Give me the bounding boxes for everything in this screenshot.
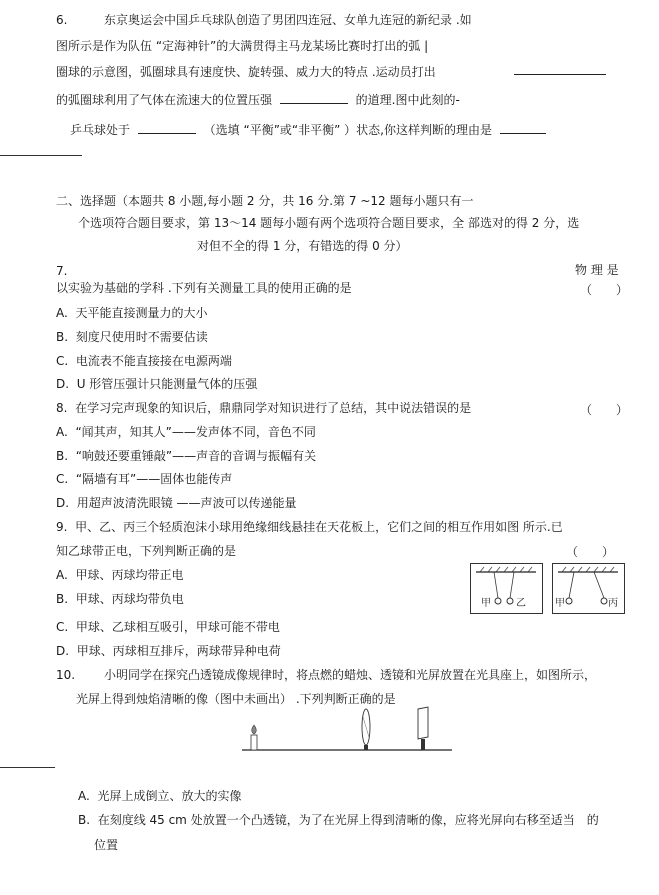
ball-jia-left (495, 598, 501, 604)
q6-line-3: 圈球的示意图，弧圈球具有速度快、旋转强、威力大的特点 .运动员打出 (56, 65, 436, 79)
q6-line-5b: （选填 “平衡”或“非平衡” ）状态,你这样判断的理由是 (203, 123, 492, 137)
candle (251, 725, 257, 750)
lens-holder (364, 745, 368, 750)
thread-right-b (594, 572, 604, 598)
q9-option-a[interactable] (56, 568, 183, 582)
q7-answer-paren[interactable]: （ ） (580, 283, 629, 297)
q6-number: 6. (56, 13, 68, 27)
q6-line-4b: 的道理.图中此刻的- (355, 93, 460, 107)
option-label: D. (56, 644, 70, 658)
q8-stem-line (56, 401, 471, 415)
q8-number: 8. (56, 401, 68, 415)
option-label: B. (56, 330, 69, 344)
option-text: 天平能直接测量力的大小 (75, 306, 208, 320)
option-text: 甲球、丙球相互排斥，两球带异种电荷 (76, 644, 281, 658)
q8-option-d[interactable] (56, 496, 297, 510)
q8-answer-paren[interactable]: （ ） (580, 403, 629, 417)
option-text: “隔墙有耳”——固体也能传声 (75, 472, 233, 486)
option-text: 在刻度线 45 cm 处放置一个凸透镜，为了在光屏上得到清晰的像，应将光屏向右移至适当 的 (97, 813, 599, 827)
section2-line-1: 二、选择题（本题共 8 小题,每小题 2 分，共 16 分.第 7 ~12 题每小题只有一 (56, 194, 474, 208)
q7-option-d[interactable] (56, 377, 257, 391)
option-text: U 形管压强计只能测量气体的压强 (76, 377, 258, 391)
candle-flame-icon (252, 725, 257, 734)
q10-option-a[interactable] (78, 789, 241, 803)
option-text: 用超声波清洗眼镜 ——声波可以传递能量 (76, 496, 297, 510)
label-yi: 乙 (516, 598, 526, 609)
option-label: A. (56, 425, 68, 439)
q6-line-5 (70, 121, 546, 137)
convex-lens (362, 709, 370, 750)
option-label: A. (78, 789, 90, 803)
option-text: 甲球、丙球均带正电 (75, 568, 184, 582)
option-text: 电流表不能直接接在电源两端 (75, 354, 232, 368)
ball-bing (601, 598, 607, 604)
ceiling-hatch (562, 567, 614, 572)
option-label: A. (56, 568, 68, 582)
option-label: B. (78, 813, 91, 827)
q6-line-4a: 的弧圈球利用了气体在流速大的位置压强 (56, 93, 273, 107)
q8-option-c[interactable] (56, 472, 232, 486)
option-label: B. (56, 592, 69, 606)
q9-figure-left (471, 564, 543, 614)
q9-line-1 (56, 520, 563, 534)
q10-number: 10. (56, 668, 76, 682)
q9-option-b[interactable] (56, 592, 184, 606)
option-text: 甲球、丙球均带负电 (75, 592, 184, 606)
q8-stem: 在学习完声现象的知识后，鼎鼎同学对知识进行了总结，其中说法错误的是 (75, 401, 472, 415)
q9-figure (470, 563, 630, 615)
option-text: “响鼓还要重锤敲”——声音的音调与振幅有关 (75, 449, 317, 463)
option-label: C. (56, 620, 69, 634)
thread-left-a (494, 572, 498, 598)
q9-line-1-text: 甲、乙、丙三个轻质泡沫小球用绝缘细线悬挂在天花板上，它们之间的相互作用如图 所示.已 (75, 520, 563, 534)
q9-option-c[interactable] (56, 620, 280, 634)
thread-left-b (510, 572, 514, 598)
q6-line-4 (56, 91, 460, 107)
light-screen (418, 707, 428, 750)
q6-answer-blank-state[interactable] (138, 121, 196, 134)
q6-answer-blank-side[interactable] (514, 62, 606, 75)
q10-option-b[interactable] (78, 813, 599, 827)
ball-yi (507, 598, 513, 604)
q8-option-a[interactable] (56, 425, 316, 439)
q7-option-a[interactable] (56, 306, 207, 320)
q7-number: 7. (56, 264, 68, 278)
q9-number: 9. (56, 520, 68, 534)
section2-line-3: 对但不全的得 1 分，有错选的得 0 分） (197, 239, 408, 253)
q9-figure-right (553, 564, 625, 614)
answer-line-left-2 (0, 767, 55, 768)
q9-answer-paren[interactable]: （ ） (566, 545, 615, 559)
option-label: C. (56, 472, 69, 486)
screen-holder (421, 739, 425, 750)
q8-option-b[interactable] (56, 449, 316, 463)
option-label: A. (56, 306, 68, 320)
q10-line-2: 光屏上得到烛焰清晰的像（图中未画出） .下列判断正确的是 (76, 692, 396, 706)
option-text: 刻度尺使用时不需要估读 (75, 330, 208, 344)
screen-panel (418, 707, 428, 739)
q9-option-d[interactable] (56, 644, 281, 658)
section2-line-2: 个选项符合题目要求，第 13～14 题每小题有两个选项符合题目要求，全 部选对的得 2 分，选 (78, 216, 580, 230)
candle-body (251, 735, 257, 750)
q7-option-c[interactable] (56, 354, 232, 368)
ball-jia-right (566, 598, 572, 604)
q10-line-1: 小明同学在探究凸透镜成像规律时，将点燃的蜡烛、透镜和光屏放置在光具座上，如图所示， (104, 668, 597, 682)
option-text: 光屏上成倒立、放大的实像 (97, 789, 242, 803)
label-jia-left: 甲 (481, 598, 491, 609)
option-label: B. (56, 449, 69, 463)
q7-option-b[interactable] (56, 330, 208, 344)
label-jia-right: 甲 (555, 598, 565, 609)
q6-line-2: 图所示是作为队伍 “定海神针”的大满贯得主马龙某场比赛时打出的弧 | (56, 39, 429, 53)
ceiling-hatch (480, 567, 532, 572)
q7-stem: 以实验为基础的学科 .下列有关测量工具的使用正确的是 (56, 281, 352, 295)
q6-line-5a: 乒乓球处于 (70, 123, 131, 137)
q6-answer-blank-reason[interactable] (500, 121, 546, 134)
q9-line-2: 知乙球带正电，下列判断正确的是 (56, 544, 237, 558)
thread-right-a (569, 572, 574, 598)
label-bing: 丙 (608, 598, 618, 609)
option-text: “闻其声，知其人”——发声体不同，音色不同 (75, 425, 316, 439)
option-text: 甲球、乙球相互吸引，甲球可能不带电 (75, 620, 280, 634)
q7-side-text: 物 理 是 (575, 263, 619, 277)
option-label: C. (56, 354, 69, 368)
option-label: D. (56, 377, 70, 391)
option-label: D. (56, 496, 70, 510)
q10-optical-bench-figure (238, 703, 458, 755)
q10-option-b-continued: 位置 (94, 838, 119, 852)
q6-answer-blank-pressure[interactable] (280, 91, 348, 104)
q6-line-1: 东京奥运会中国乒乓球队创造了男团四连冠、女单九连冠的新纪录 .如 (104, 13, 472, 27)
answer-line-left (0, 155, 82, 156)
